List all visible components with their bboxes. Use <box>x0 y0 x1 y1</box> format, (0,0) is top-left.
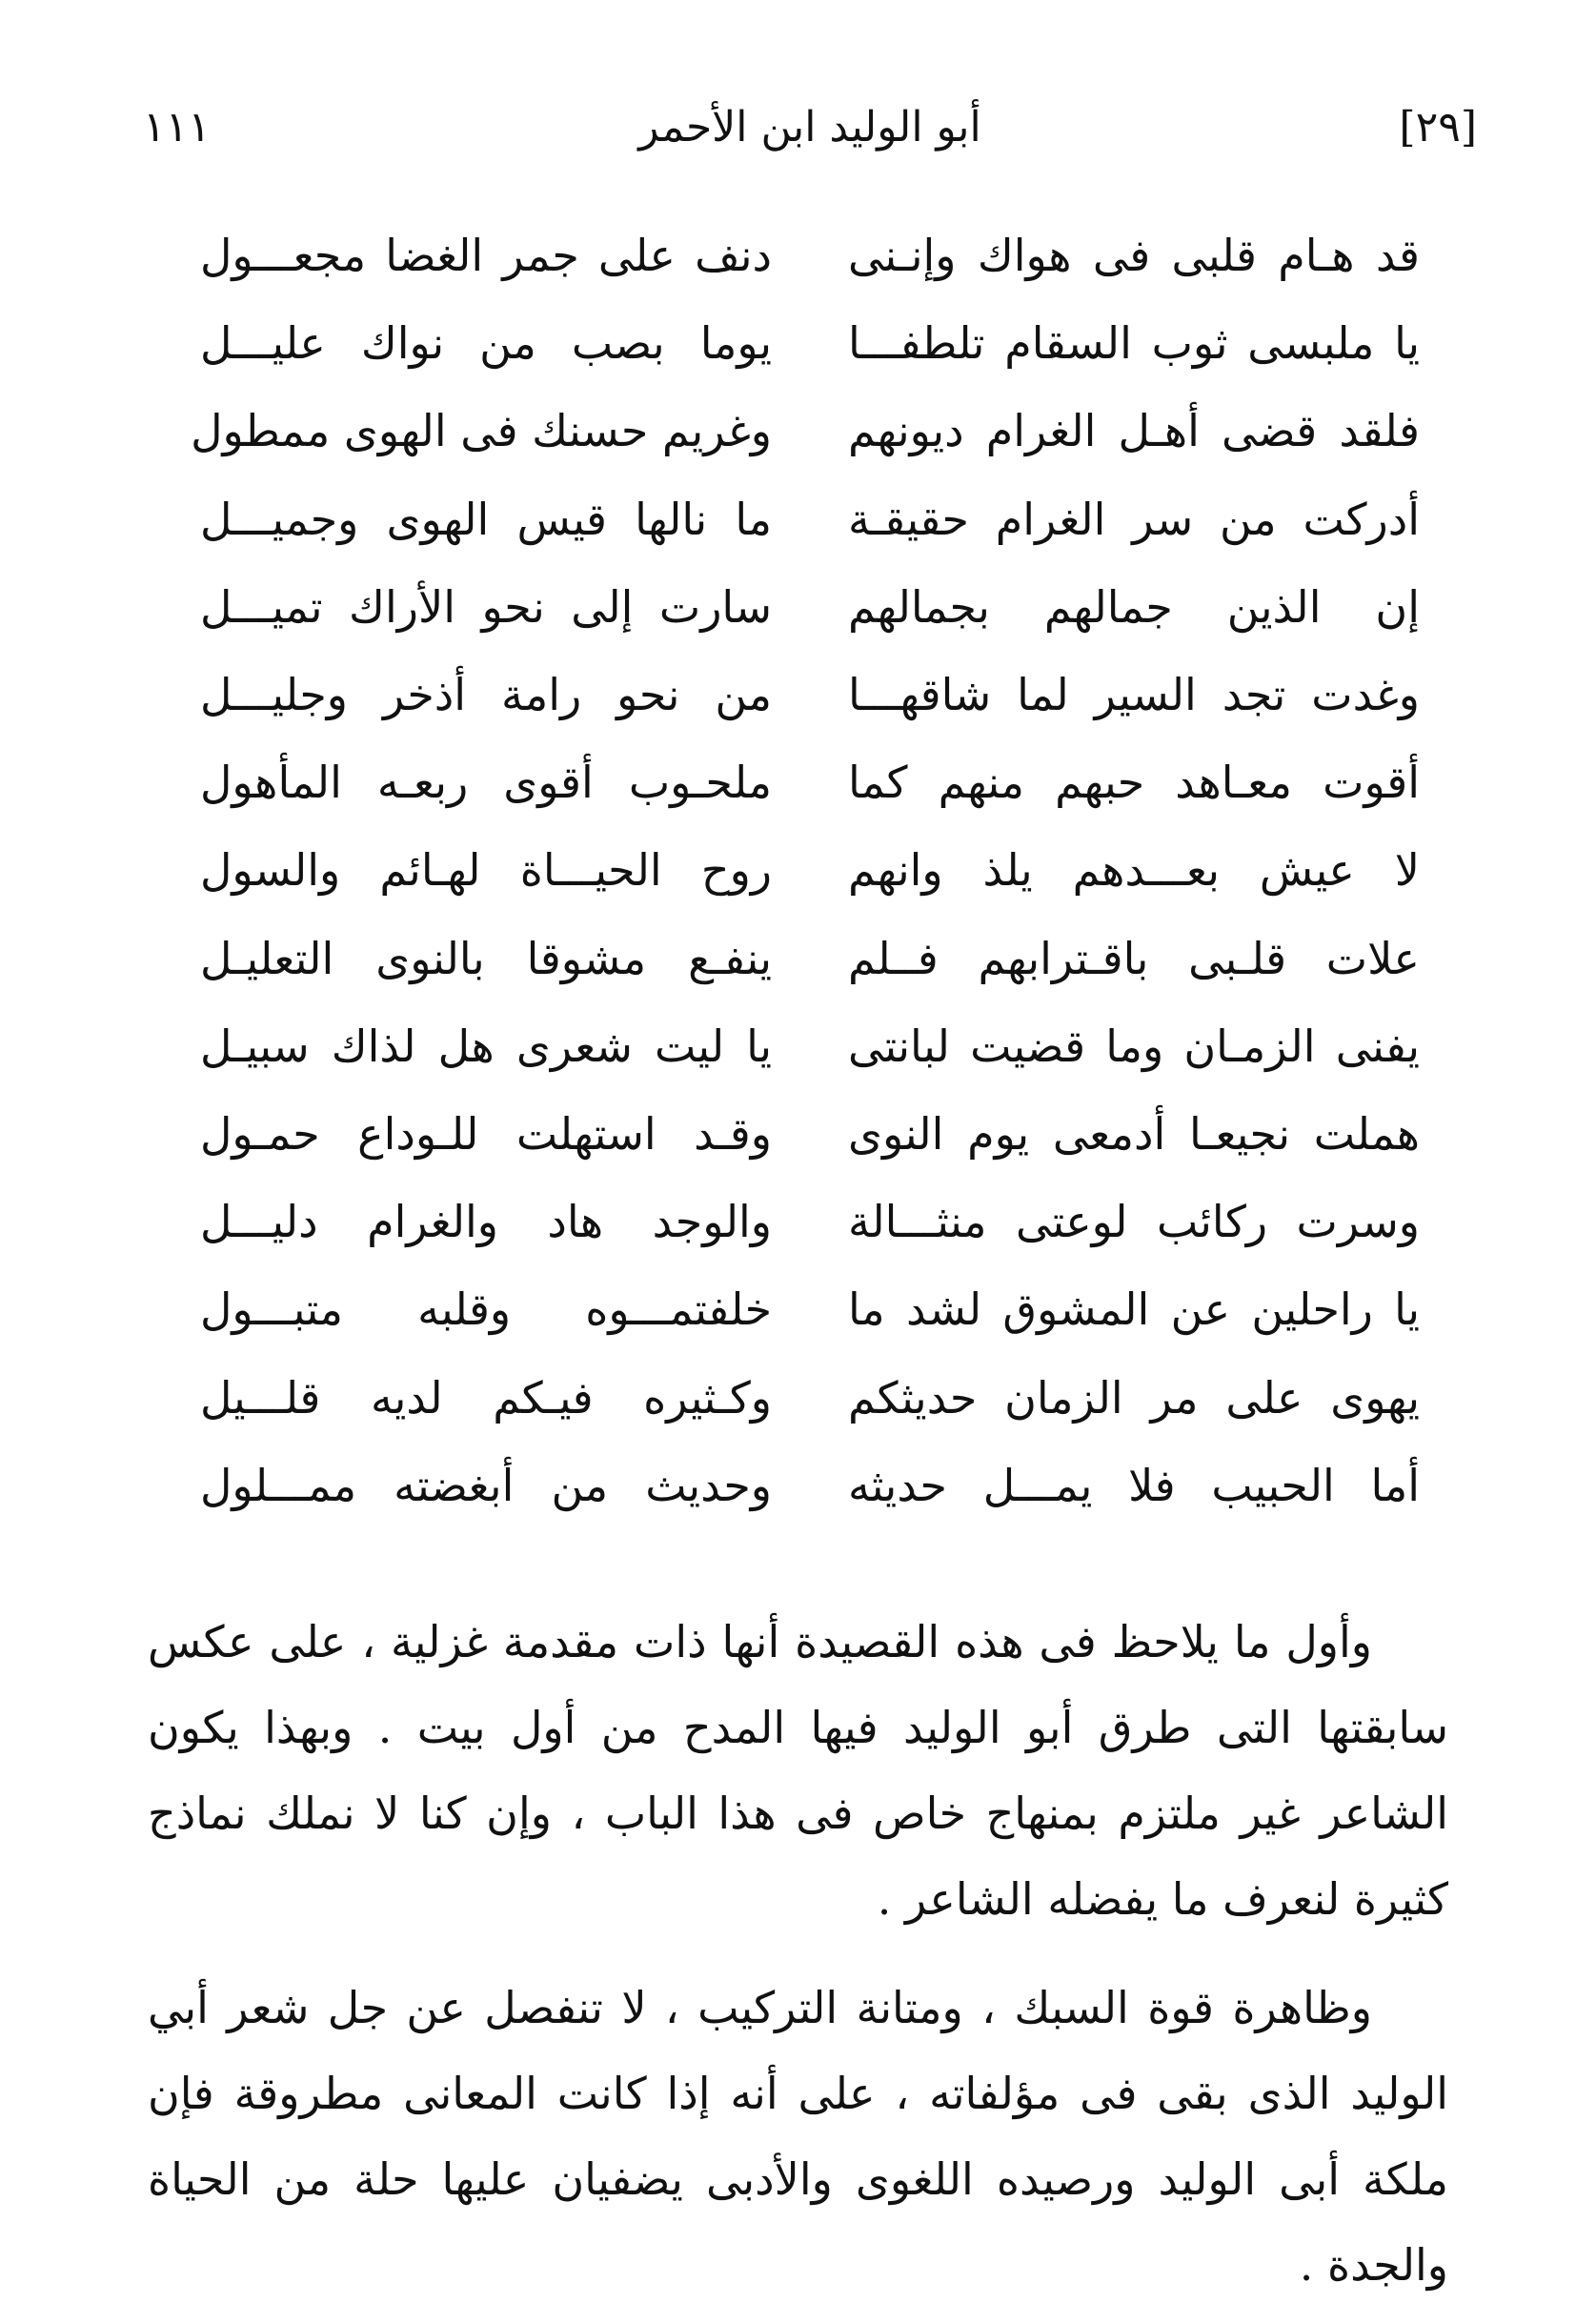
verse-first-hemistich: يهوى على مر الزمان حديثكم <box>848 1371 1420 1424</box>
verse-second-hemistich: يوما بصب من نواك عليـــل <box>200 317 772 370</box>
running-title: أبو الوليد ابن الأحمر <box>638 103 981 152</box>
verse-second-hemistich: سارت إلى نحو الأراك تميـــل <box>200 580 772 633</box>
verse-first-hemistich: أما الحبيب فلا يمـــل حديثه <box>848 1459 1420 1511</box>
page-number: ١١١ <box>143 103 211 152</box>
verse-9 <box>200 915 1420 1002</box>
prose-paragraph-1 <box>148 1599 1448 1942</box>
verse-5 <box>200 563 1420 651</box>
verse-first-hemistich: يا ملبسى ثوب السقام تلطفـــا <box>848 317 1420 370</box>
verse-14 <box>200 1353 1420 1441</box>
verse-1 <box>200 212 1420 299</box>
verse-15 <box>200 1442 1420 1529</box>
verse-first-hemistich: أدركت من سر الغرام حقيقـة <box>848 493 1420 545</box>
verse-second-hemistich: وحديث من أبغضته ممـــلول <box>200 1459 772 1511</box>
verse-13 <box>200 1265 1420 1353</box>
verse-second-hemistich: ملحـوب أقوى ربعـه المأهول <box>200 757 772 809</box>
verse-second-hemistich: وكـثيره فيـكم لديه قلـــيل <box>200 1371 772 1424</box>
page-header <box>143 95 1477 172</box>
verse-first-hemistich: يا راحلين عن المشوق لشد ما <box>848 1283 1420 1336</box>
poem <box>191 212 1420 1529</box>
verse-second-hemistich: روح الحيـــاة لهـائم والسول <box>200 844 772 897</box>
verse-first-hemistich: علات قلـبى باقـترابهم فــلم <box>848 932 1420 984</box>
verse-first-hemistich: وغدت تجد السير لما شاقهـــا <box>848 669 1420 721</box>
verse-second-hemistich: خلفتمـــوه وقلبه متبـــول <box>200 1283 772 1336</box>
verse-7 <box>200 738 1420 826</box>
verse-second-hemistich: دنف على جمر الغضا مجعـــول <box>200 230 772 282</box>
verse-first-hemistich: قد هـام قلبى فى هواك وإنـنى <box>848 230 1420 282</box>
prose-paragraph-2 <box>148 1965 1448 2308</box>
verse-3 <box>191 387 1420 475</box>
verse-6 <box>200 651 1420 738</box>
verse-10 <box>200 1002 1420 1090</box>
verse-first-hemistich: هملت نجيعـا أدمعى يوم النوى <box>848 1107 1420 1160</box>
verse-first-hemistich: وسرت ركائب لوعتى منثـــالة <box>848 1196 1420 1248</box>
verse-4 <box>200 475 1420 563</box>
verse-first-hemistich: أقوت معـاهد حبهم منهم كما <box>848 757 1420 809</box>
verse-second-hemistich: ينفـع مشوقا بالنوى التعليـل <box>200 932 772 984</box>
verse-second-hemistich: والوجد هاد والغرام دليـــل <box>200 1196 772 1248</box>
verse-second-hemistich: وغريم حسنك فى الهوى ممطول <box>191 405 772 457</box>
verse-second-hemistich: ما نالها قيس الهوى وجميـــل <box>200 493 772 545</box>
verse-11 <box>200 1090 1420 1178</box>
verse-second-hemistich: وقـد استهلت للـوداع حمـول <box>200 1107 772 1160</box>
verse-second-hemistich: يا ليت شعرى هل لذاك سبيـل <box>200 1020 772 1072</box>
verse-first-hemistich: لا عيش بعـــدهم يلذ وانهم <box>848 844 1420 897</box>
verse-second-hemistich: من نحو رامة أذخر وجليـــل <box>200 669 772 721</box>
chapter-number: [٢٩] <box>1399 103 1477 152</box>
verse-first-hemistich: فلقد قضى أهـل الغرام ديونهم <box>848 405 1420 457</box>
verse-2 <box>200 299 1420 387</box>
verse-12 <box>200 1178 1420 1265</box>
paragraph-text: وأول ما يلاحظ فى هذه القصيدة أنها ذات مقدمة غزلية ، على عكس سابقتها التى طرق أبو الوليد فيها المدح من أول بيت . وبهذا يكون الشاعر غير ملتزم بمنهاج خاص فى هذا الباب ، وإن كنا لا نملك نماذج كثيرة لنعرف ما يفضله الشاعر . <box>148 1616 1448 1925</box>
verse-8 <box>200 826 1420 914</box>
verse-first-hemistich: يفنى الزمـان وما قضيت لبانتى <box>848 1020 1420 1072</box>
verse-first-hemistich: إن الذين جمالهم بجمالهم <box>848 580 1420 633</box>
paragraph-text: وظاهرة قوة السبك ، ومتانة التركيب ، لا تنفصل عن جل شعر أبي الوليد الذى بقى فى مؤلفاته ، على أنه إذا كانت المعانى مطروقة فإن ملكة أبى الوليد ورصيده اللغوى والأدبى يضفيان عليها حلة من الحياة والجدة . <box>148 1982 1448 2291</box>
